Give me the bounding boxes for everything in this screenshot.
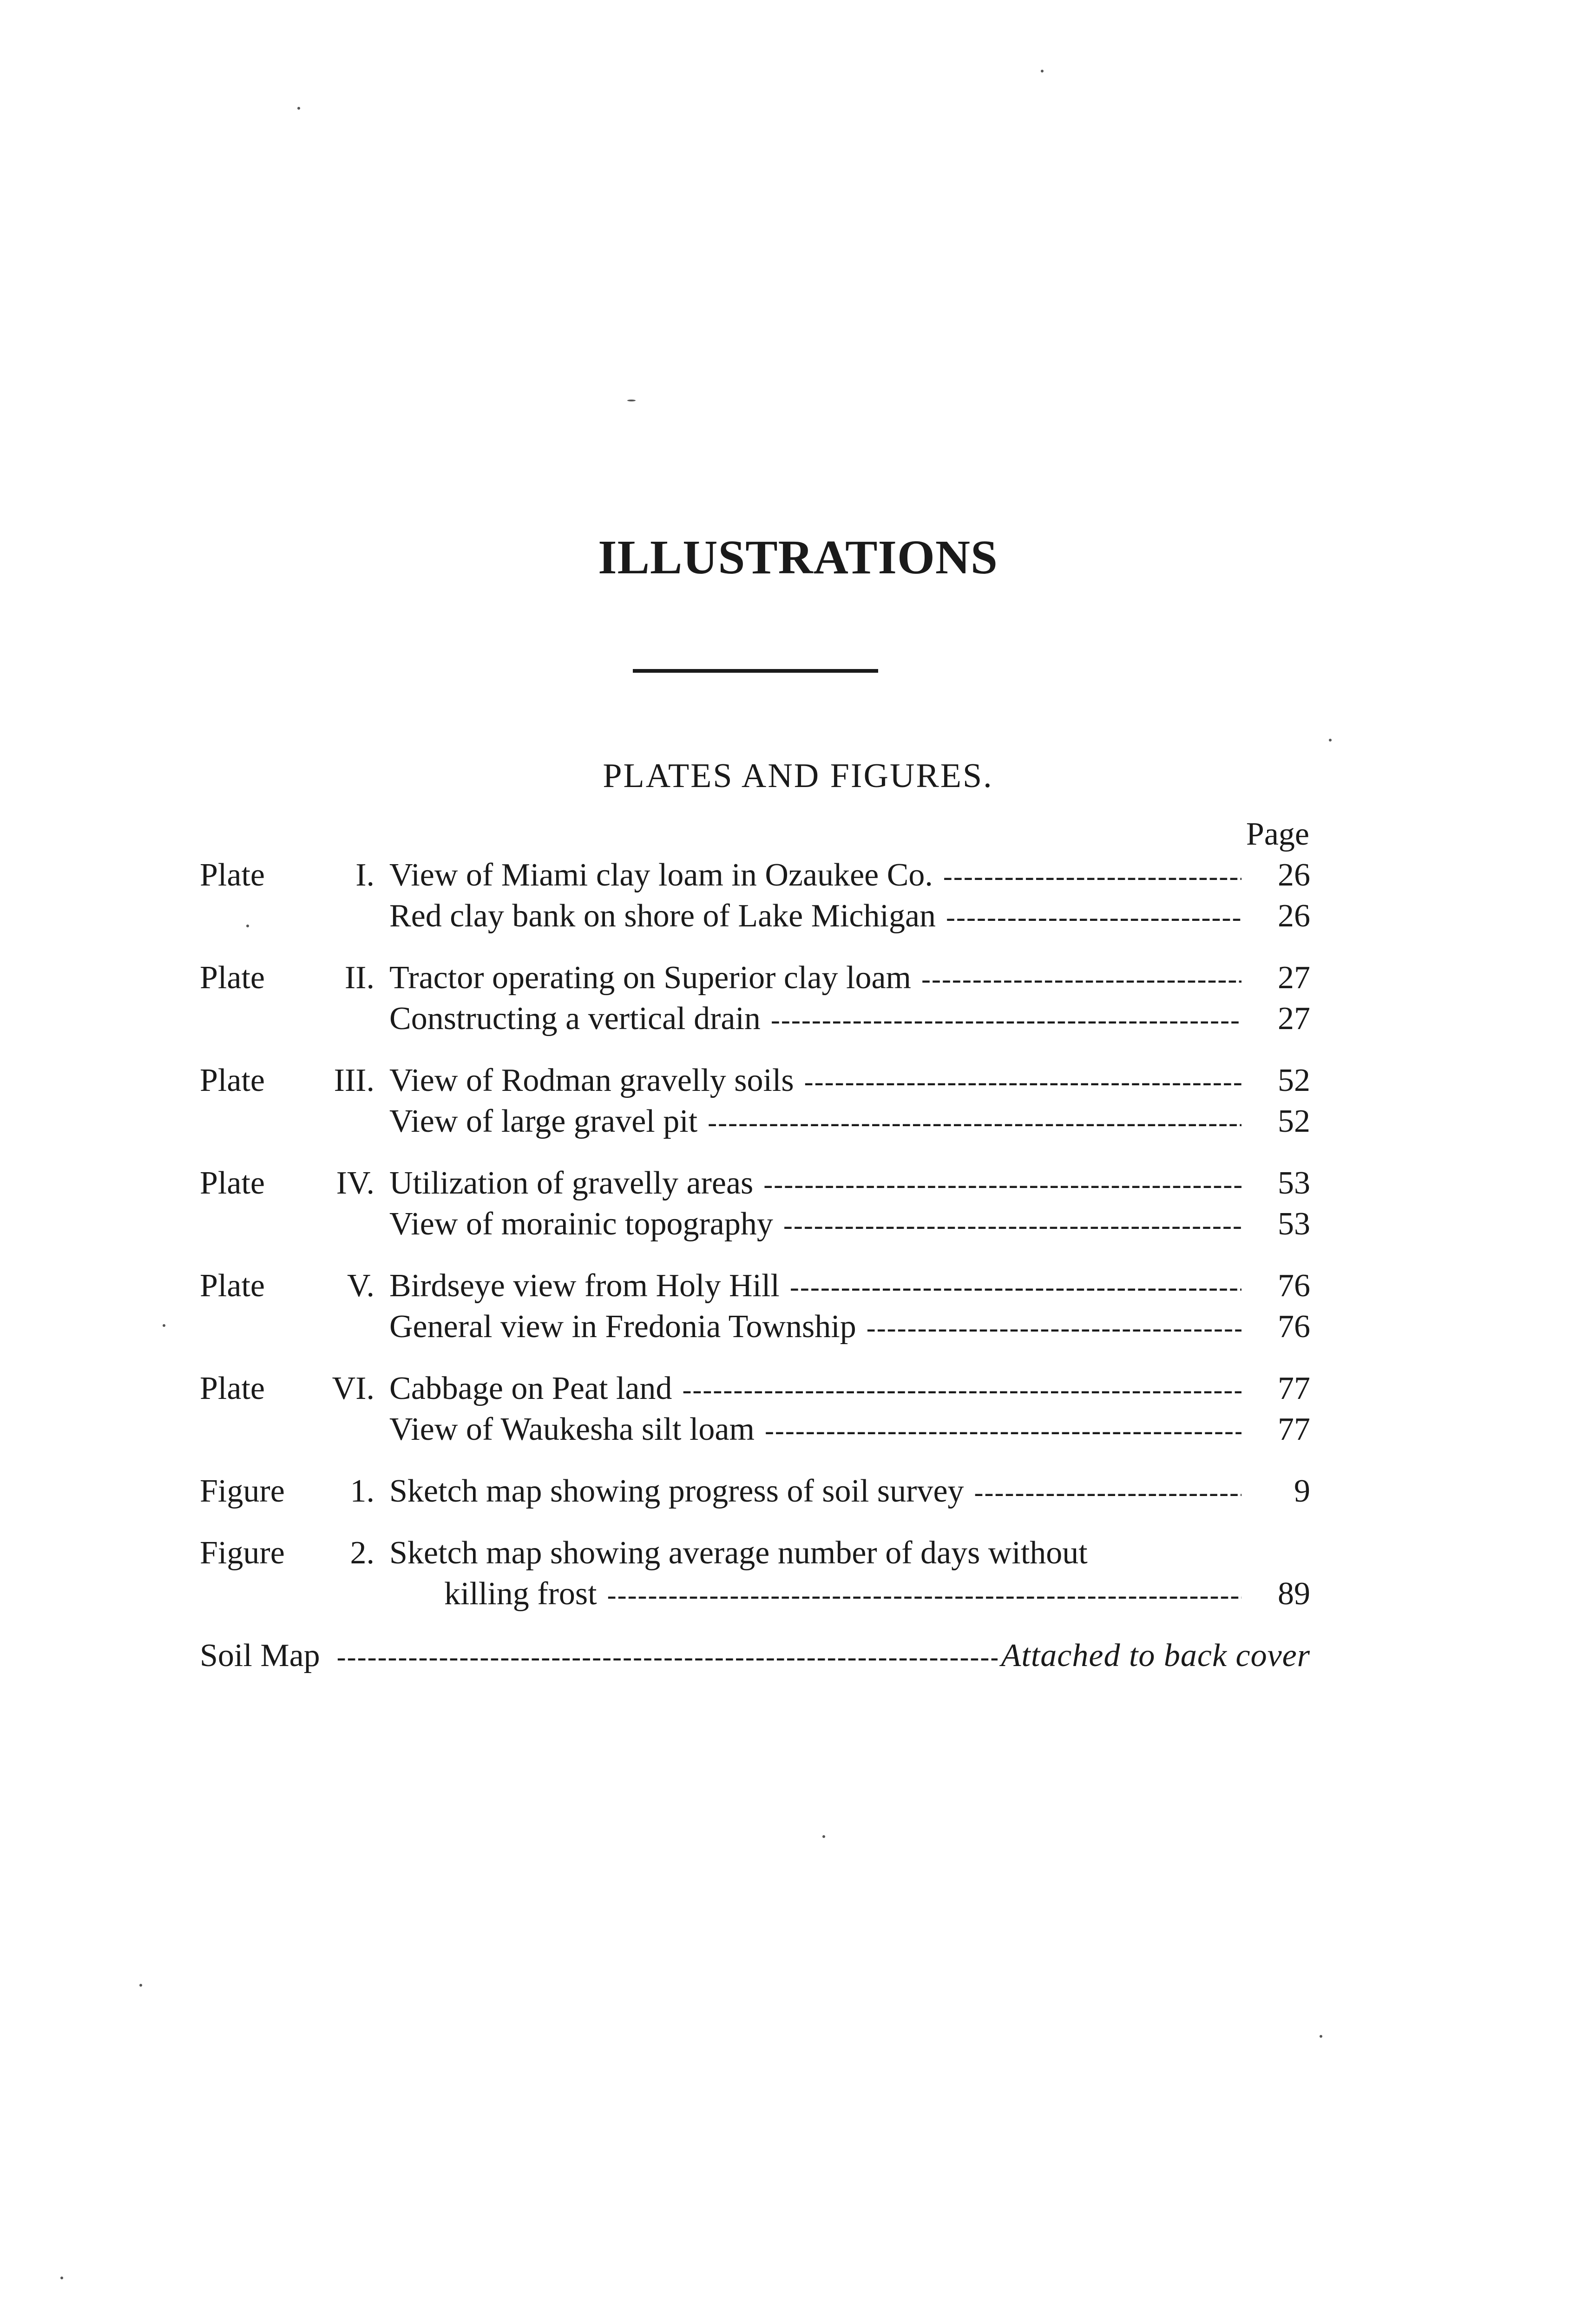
entry-description: Sketch map showing progress of soil survey [389, 1473, 964, 1509]
dot-leader [337, 1636, 998, 1677]
toc-group-plate-4 [200, 1163, 1310, 1245]
toc-group-plate-1 [200, 855, 1310, 937]
entry-description: View of morainic topography [389, 1206, 773, 1242]
entry-label [200, 1163, 389, 1204]
entry-page-number: 9 [1294, 1473, 1310, 1509]
entry-page-number: 53 [1278, 1165, 1310, 1201]
dot-leader [790, 1266, 1241, 1307]
entry-label-type: Plate [200, 1063, 265, 1098]
toc-entry [200, 1306, 1310, 1347]
toc-group-plate-2 [200, 958, 1310, 1039]
entry-label [200, 1368, 389, 1409]
entry-description: Constructing a vertical drain [389, 1001, 761, 1037]
entry-page-number: 26 [1278, 898, 1310, 934]
entry-description: View of Rodman gravelly soils [389, 1063, 794, 1098]
soil-map-location: Attached to back cover [1001, 1638, 1310, 1673]
scan-speck [627, 400, 636, 401]
entry-label-numeral: I. [355, 857, 374, 893]
entry-label-type: Plate [200, 1268, 265, 1304]
toc-group-soil-map [200, 1635, 1310, 1676]
dot-leader [607, 1575, 1241, 1615]
entry-description: Sketch map showing average number of days without [389, 1535, 1088, 1571]
dot-leader [783, 1205, 1241, 1246]
entry-description: View of Miami clay loam in Ozaukee Co. [389, 857, 933, 893]
dot-leader [682, 1369, 1241, 1410]
entry-label-numeral: VI. [332, 1371, 374, 1406]
scan-speck [60, 2277, 63, 2279]
scan-speck [246, 925, 249, 927]
scan-speck [1329, 739, 1332, 742]
section-subtitle: PLATES AND FIGURES. [603, 757, 993, 795]
toc-group-figure-1 [200, 1471, 1310, 1512]
entry-page-number: 77 [1278, 1371, 1310, 1406]
toc-entry [200, 1368, 1310, 1409]
entry-label-numeral: 1. [350, 1473, 374, 1509]
dot-leader [921, 958, 1241, 999]
toc-group-plate-3 [200, 1060, 1310, 1142]
toc-entry [200, 855, 1310, 896]
entry-label-numeral: III. [334, 1063, 374, 1098]
entry-label-type: Figure [200, 1535, 285, 1571]
entry-page-number: 26 [1278, 857, 1310, 893]
entry-label-numeral: 2. [350, 1535, 374, 1571]
dot-leader [946, 897, 1241, 938]
dot-leader [763, 1164, 1241, 1205]
entry-label-type: Figure [200, 1473, 285, 1509]
entry-label-numeral: V. [347, 1268, 374, 1304]
toc-entry [200, 896, 1310, 937]
entry-label [200, 1266, 389, 1306]
dot-leader [804, 1061, 1241, 1102]
toc-entry [200, 1635, 1310, 1676]
illustrations-list [200, 855, 1310, 1697]
entry-page-number: 52 [1278, 1063, 1310, 1098]
dot-leader [974, 1472, 1241, 1513]
entry-page-number: 77 [1278, 1411, 1310, 1447]
entry-label-type: Plate [200, 960, 265, 996]
toc-entry [200, 958, 1310, 998]
toc-group-figure-2 [200, 1533, 1310, 1614]
scan-speck [1041, 70, 1044, 72]
entry-label-type: Plate [200, 857, 265, 893]
page-title: ILLUSTRATIONS [598, 531, 998, 584]
toc-entry [200, 1204, 1310, 1245]
entry-page-number: 27 [1278, 960, 1310, 996]
entry-label-numeral: II. [344, 960, 374, 996]
dot-leader [771, 999, 1241, 1040]
entry-page-number: 89 [1278, 1576, 1310, 1612]
toc-group-plate-5 [200, 1266, 1310, 1347]
toc-entry [200, 1060, 1310, 1101]
entry-page-number: 76 [1278, 1268, 1310, 1304]
entry-description: Cabbage on Peat land [389, 1371, 672, 1406]
dot-leader [943, 856, 1241, 897]
toc-entry-continuation [200, 1574, 1310, 1614]
entry-description: View of large gravel pit [389, 1103, 698, 1139]
toc-entry [200, 1101, 1310, 1142]
toc-entry [200, 998, 1310, 1039]
scan-speck [822, 1835, 825, 1838]
entry-page-number: 53 [1278, 1206, 1310, 1242]
entry-description: Utilization of gravelly areas [389, 1165, 754, 1201]
soil-map-label: Soil Map [200, 1638, 320, 1673]
entry-label-type: Plate [200, 1165, 265, 1201]
toc-entry [200, 1163, 1310, 1204]
scan-speck [163, 1324, 165, 1327]
toc-entry [200, 1533, 1310, 1574]
entry-description: Tractor operating on Superior clay loam [389, 960, 911, 996]
entry-description: General view in Fredonia Township [389, 1309, 856, 1345]
entry-description: Red clay bank on shore of Lake Michigan [389, 898, 936, 934]
entry-label-type: Plate [200, 1371, 265, 1406]
entry-description: killing frost [444, 1576, 597, 1612]
toc-entry [200, 1266, 1310, 1306]
toc-group-plate-6 [200, 1368, 1310, 1450]
scan-speck [1320, 2035, 1322, 2038]
scan-speck [297, 107, 300, 110]
title-rule [633, 669, 878, 673]
page-column-header: Page [1246, 816, 1309, 852]
entry-label [200, 958, 389, 998]
entry-page-number: 76 [1278, 1309, 1310, 1345]
entry-description: Birdseye view from Holy Hill [389, 1268, 780, 1304]
dot-leader [867, 1307, 1241, 1348]
entry-label [200, 1060, 389, 1101]
entry-page-number: 52 [1278, 1103, 1310, 1139]
entry-page-number: 27 [1278, 1001, 1310, 1037]
entry-description: View of Waukesha silt loam [389, 1411, 755, 1447]
entry-label [200, 1533, 389, 1574]
entry-label [200, 855, 389, 896]
dot-leader [708, 1102, 1241, 1143]
dot-leader [765, 1410, 1241, 1451]
scan-speck [139, 1984, 142, 1987]
toc-entry [200, 1471, 1310, 1512]
entry-label [200, 1471, 389, 1512]
toc-entry [200, 1409, 1310, 1450]
entry-label-numeral: IV. [336, 1165, 374, 1201]
